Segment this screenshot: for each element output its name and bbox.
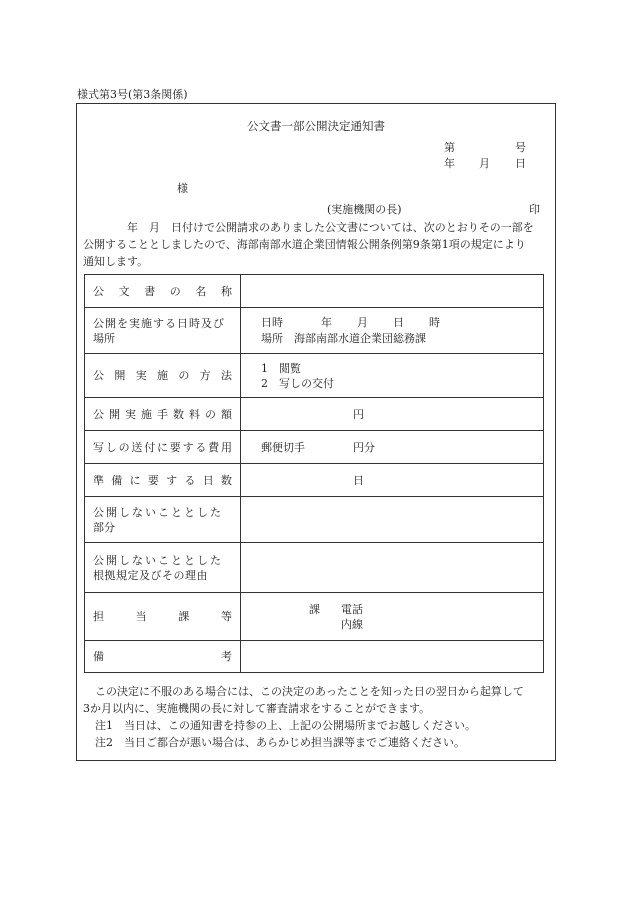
row-label-shipping: 写 し の 送 付 に 要 す る 費 用 (85, 431, 241, 464)
addressee: 様 (177, 182, 188, 195)
row-label-department: 担 当 課 等 (85, 593, 241, 641)
table-row (85, 431, 544, 464)
table-row (85, 275, 544, 308)
note-2: 注2 当日ご都合が悪い場合は、あらかじめ担当課等までご連絡ください。 (95, 736, 465, 749)
value-document-name (241, 275, 544, 308)
value-method: 1 閲覧 2 写しの交付 (241, 354, 544, 398)
row-label-document-name: 公 文 書 の 名 称 (85, 275, 241, 308)
label-line-1: 公開を実施する日時及び (93, 316, 225, 330)
row-label-undisclosed-reason: 公開しないこととした 根拠規定及びその理由 (85, 543, 241, 593)
date-month: 月 (479, 157, 490, 170)
value-prep-days: 日 (241, 464, 544, 497)
body-line-3: 通知します。 (83, 255, 149, 268)
appeal-line-1: この決定に不服のある場合には、この決定のあったことを知った日の翌日から起算して (95, 685, 524, 698)
table-row (85, 308, 544, 354)
row-label-fee: 公 開 実 施 手 数 料 の 額 (85, 398, 241, 431)
document-title: 公文書一部公開決定通知書 (247, 119, 385, 133)
body-line-2: 公開することとしましたので、海部南部水道企業団情報公開条例第9条第1項の規定により (83, 238, 526, 251)
date-year: 年 (444, 157, 455, 170)
note-1: 注1 当日は、この通知書を持参の上、上記の公開場所までお越しください。 (95, 719, 476, 732)
number-label-go: 号 (515, 141, 526, 154)
appeal-line-2: 3か月以内に、実施機関の長に対して審査請求をすることができます。 (83, 702, 431, 715)
body-line-1: 年 月 日付けで公開請求のありました公文書については、次のとおりその一部を (127, 221, 534, 234)
row-label-remarks: 備 考 (85, 641, 241, 673)
notes-section (83, 683, 553, 751)
row-label-undisclosed-part: 公開しないこととした 部分 (85, 497, 241, 543)
table-row (85, 543, 544, 593)
notification-body (83, 219, 551, 270)
row-label-datetime-place: 公開を実施する日時及び 場所 (85, 308, 241, 354)
table-row (85, 354, 544, 398)
value-fee: 円 (241, 398, 544, 431)
table-row (85, 593, 544, 641)
seal-mark: 印 (529, 203, 540, 216)
number-label-dai: 第 (444, 141, 455, 154)
issuer: (実施機関の長) (327, 203, 402, 216)
value-undisclosed-reason (241, 543, 544, 593)
value-remarks (241, 641, 544, 673)
form-label: 様式第3号(第3条関係) (77, 88, 188, 101)
table-row (85, 497, 544, 543)
table-row (85, 398, 544, 431)
disclosure-info-table (84, 274, 544, 673)
value-undisclosed-part (241, 497, 544, 543)
value-department: 課 電話 内線 (241, 593, 544, 641)
row-label-prep-days: 準 備 に 要 す る 日 数 (85, 464, 241, 497)
table-row (85, 464, 544, 497)
value-datetime-place: 日時 年 月 日 時 場所 海部南部水道企業団総務課 (241, 308, 544, 354)
row-label-method: 公 開 実 施 の 方 法 (85, 354, 241, 398)
table-row (85, 641, 544, 673)
value-shipping: 郵便切手 円分 (241, 431, 544, 464)
date-day: 日 (515, 157, 526, 170)
